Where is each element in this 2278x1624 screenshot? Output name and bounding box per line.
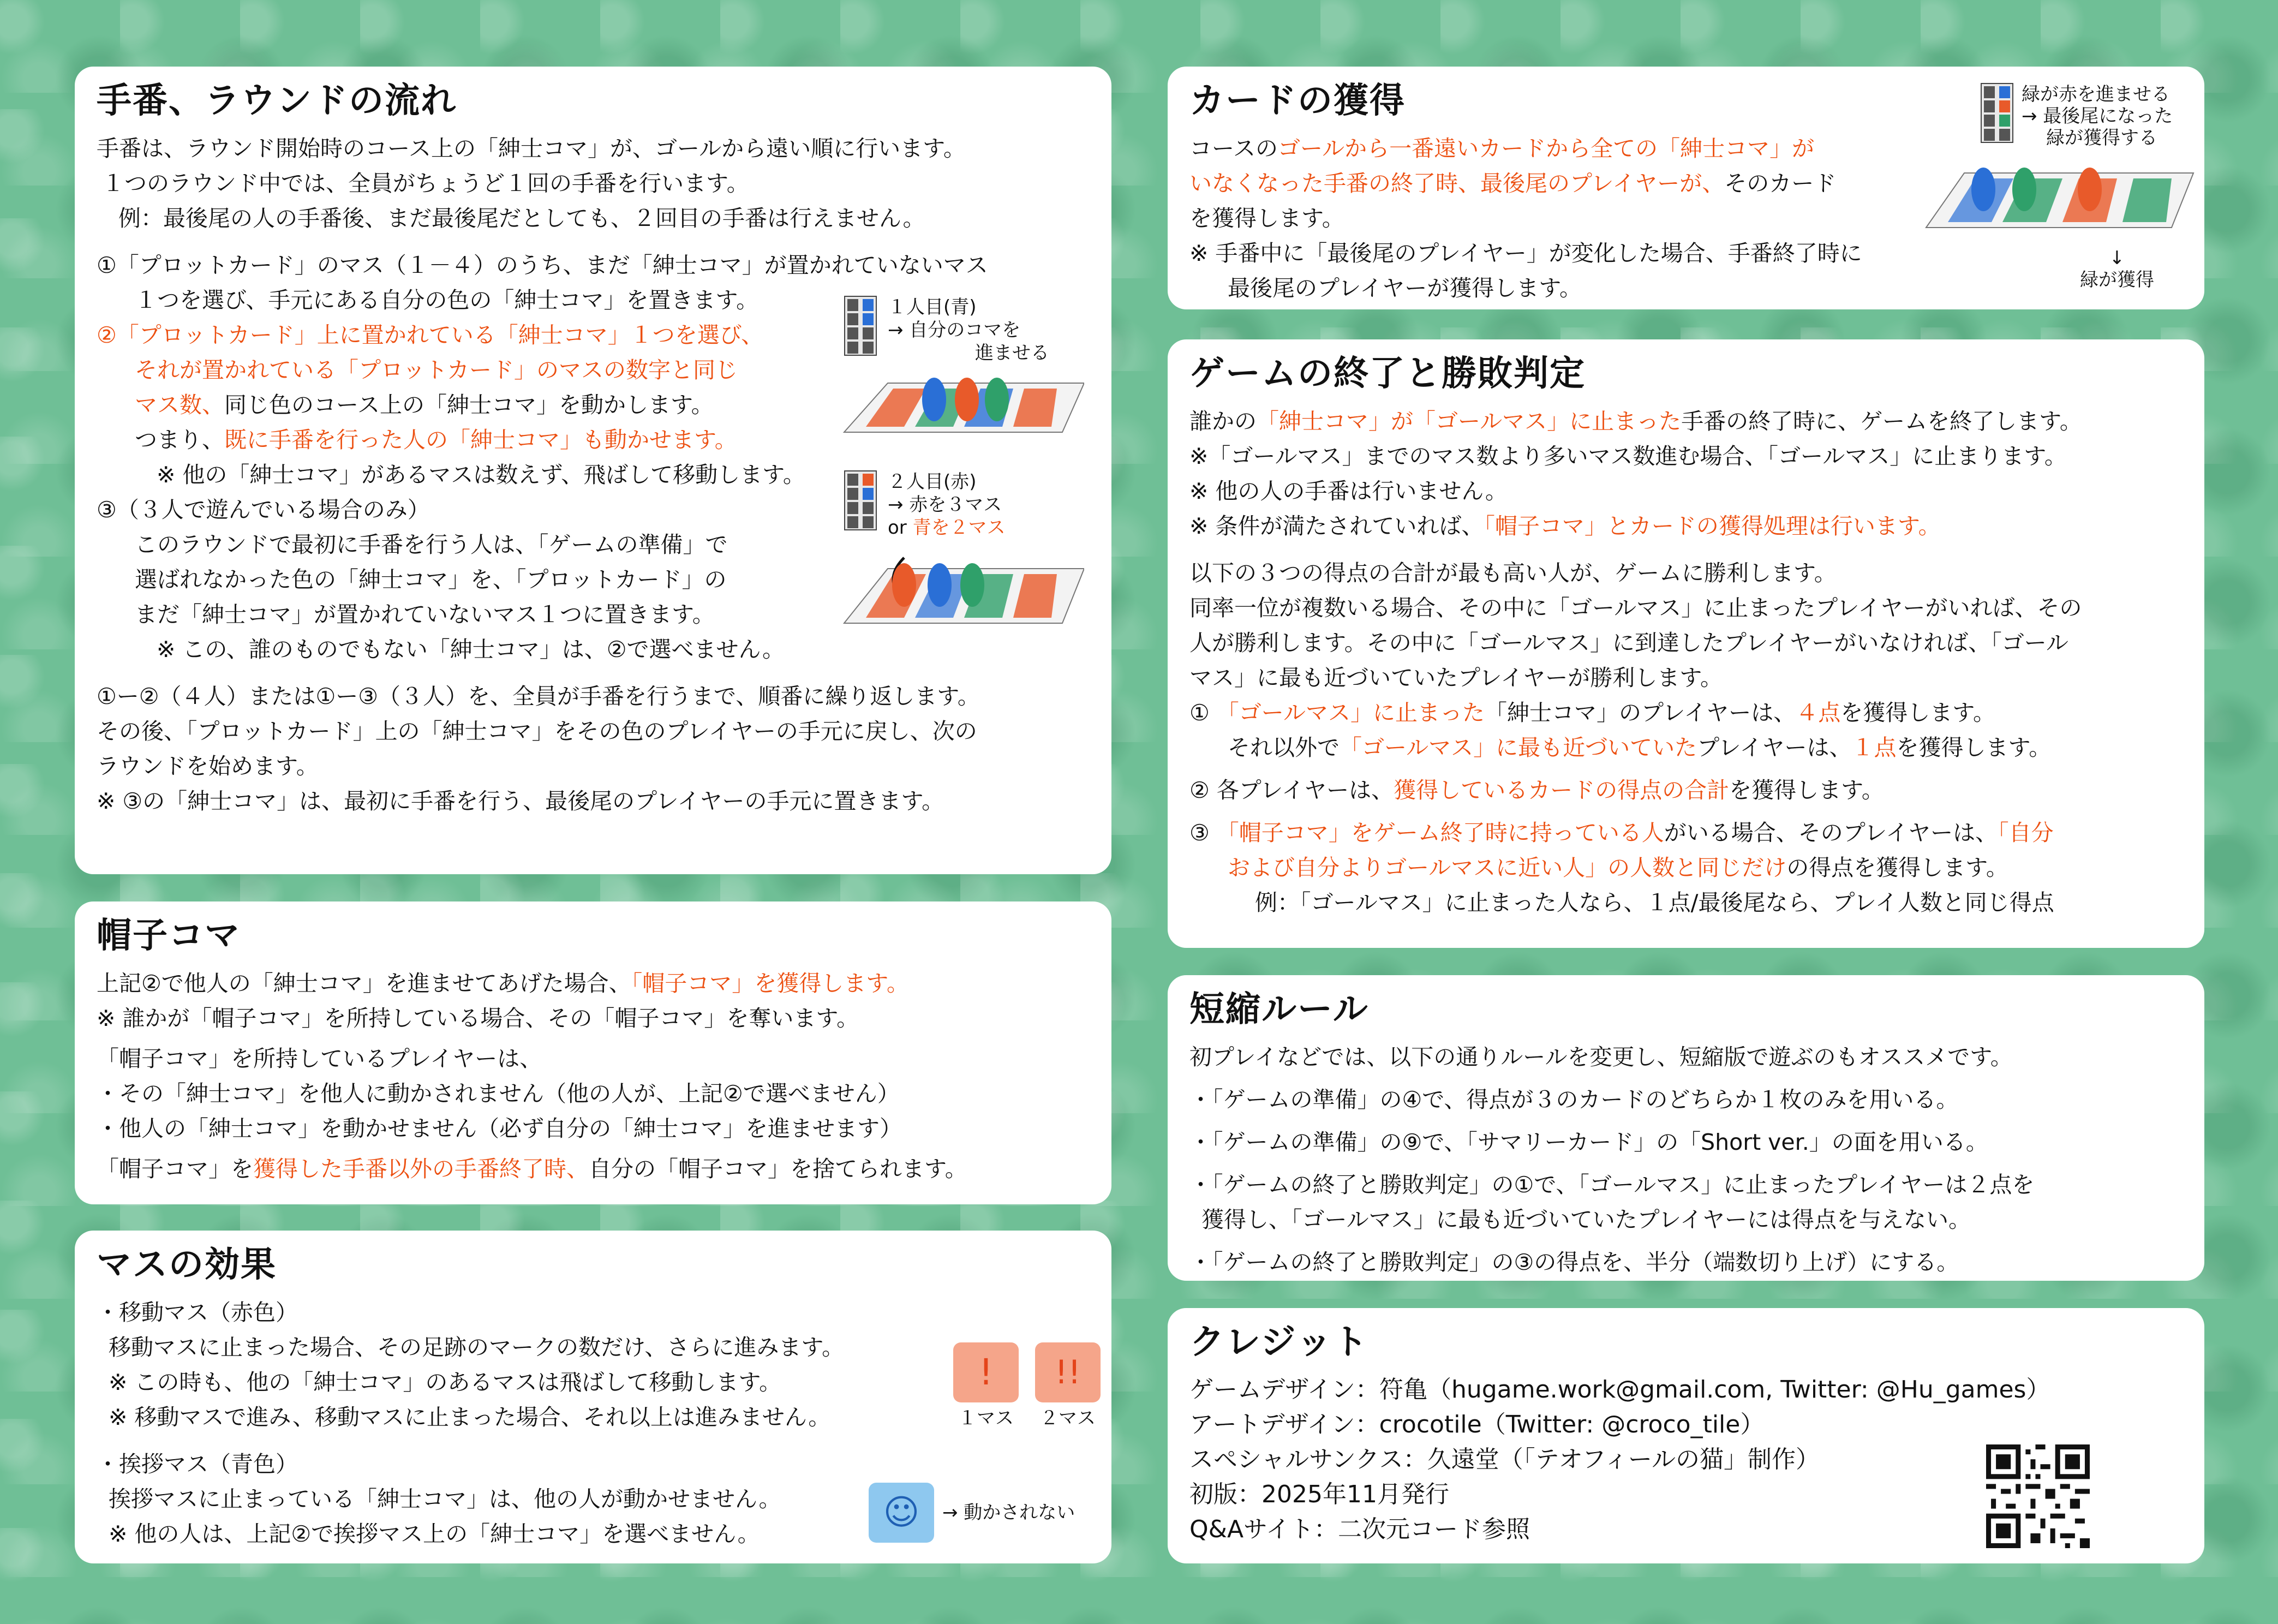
hat-title: 帽子コマ (97, 916, 241, 956)
end-rule2 (1189, 773, 2183, 808)
turn-intro-3: 例：最後尾の人の手番後、まだ最後尾だとしても、２回目の手番は行えません。 (118, 205, 925, 231)
effect-greet-2: ※ 他の人は、上記②で挨拶マス上の「紳士コマ」を選べません。 (109, 1521, 760, 1547)
turn-tail-2: その後、「プロットカード」上の「紳士コマ」をその色のプレイヤーの手元に戻し、次の (97, 718, 977, 744)
footprint-one-icon: ! (953, 1342, 1019, 1402)
panel-card-acquire (1168, 67, 2204, 309)
course-board-3 (1915, 151, 2199, 233)
turn-tail-1: ①ー②（４人）または①ー③（３人）を、全員が手番を行うまで、順番に繰り返します。 (97, 683, 980, 709)
footprint-two-label: ２マス (1040, 1407, 1096, 1429)
end-para-1: 以下の３つの得点の合計が最も高い人が、ゲームに勝利します。 (1189, 560, 1837, 586)
fig2-blue-option: 青を２マス (912, 517, 1006, 539)
short-title: 短縮ルール (1189, 989, 1369, 1030)
hat-line4: ・その「紳士コマ」を他人に動かされません（他の人が、上記②で選べません） (97, 1080, 900, 1107)
blue-piece-2 (928, 563, 952, 607)
card-title: カードの獲得 (1189, 81, 1406, 121)
card-line2-highlight: いなくなった手番の終了時、最後尾のプレイヤーが、 (1189, 170, 1725, 196)
end-rule2-b: を獲得します。 (1729, 777, 1884, 803)
turn-intro-1: 手番は、ラウンド開始時のコース上の「紳士コマ」が、ゴールから遠い順に行います。 (97, 135, 966, 162)
step2-line1: ②「プロットカード」上に置かれている「紳士コマ」１つを選び、 (97, 322, 764, 348)
green-piece-2 (960, 563, 984, 607)
end-rule2-hl: 獲得しているカードの得点の合計 (1394, 777, 1730, 803)
end-rule3-a: ③ (1189, 820, 1217, 846)
end-rule3-b: がいる場合、そのプレイヤーは、 (1664, 820, 1998, 846)
greet-figure (869, 1483, 1109, 1543)
credit-line3: スペシャルサンクス：久遠堂（「テオフィールの猫」制作） (1189, 1446, 1820, 1473)
card-fig-a: 緑が赤を進ませる (2022, 83, 2170, 105)
step1-line2: １つを選び、手元にある自分の色の「紳士コマ」を置きます。 (135, 287, 759, 313)
end-rule1-a: ① (1189, 700, 1217, 726)
end-line1-b: 手番の終了時に、ゲームを終了します。 (1681, 408, 2082, 434)
short-line2: ・「ゲームの準備」の④で、得点が３のカードのどちらか１枚のみを用いる。 (1189, 1086, 1959, 1113)
credit-line4: 初版：2025年11月発行 (1189, 1480, 1449, 1508)
end-line4 (1189, 509, 2183, 544)
hat-line1-highlight: 「帽子コマ」を獲得します。 (631, 970, 909, 996)
effect-move-title: ・移動マス（赤色） (97, 1299, 298, 1326)
short-line5: 獲得し、「ゴールマス」に最も近づいていたプレイヤーには得点を与えない。 (1201, 1207, 1971, 1233)
credit-line5: Q&Aサイト：二次元コード参照 (1189, 1515, 1530, 1543)
fig1-label-c: 進ませる (975, 342, 1049, 364)
card-line1-highlight: ゴールから一番遠いカードから全ての「紳士コマ」が (1277, 135, 1815, 162)
plot-card-icon (844, 296, 877, 356)
end-title: ゲームの終了と勝敗判定 (1189, 354, 1586, 394)
green-piece-3 (2012, 168, 2036, 211)
end-rule1 (1189, 695, 2183, 730)
step2-line4-text: つまり、 (135, 427, 224, 453)
course-board-1 (822, 367, 1084, 438)
effect-greet-title: ・挨拶マス（青色） (97, 1451, 298, 1477)
end-rule1b-b: プレイヤーは、 (1697, 735, 1852, 761)
step3-line4: まだ「紳士コマ」が置かれていないマス１つに置きます。 (135, 601, 715, 628)
card-fig-b: → 最後尾になった (2022, 105, 2173, 127)
hat-line1 (97, 966, 1090, 1001)
card-line5: 最後尾のプレイヤーが獲得します。 (1228, 275, 1582, 301)
card-line2-text: そのカード (1724, 170, 1837, 196)
panel-credits (1168, 1308, 2204, 1563)
turn-figure-2 (822, 470, 1084, 629)
red-piece-2 (892, 563, 916, 607)
credit-line1: ゲームデザイン：符亀（hugame.work@gmail.com, Twitter: @Hu_games） (1189, 1376, 2050, 1404)
short-line3: ・「ゲームの準備」の⑨で、「サマリーカード」の「Short ver.」の面を用いる。 (1189, 1129, 1988, 1155)
end-line1-highlight: 「紳士コマ」が「ゴールマス」に止まった (1257, 408, 1682, 434)
end-para-4: マス」に最も近づいていたプレイヤーが勝利します。 (1189, 665, 1723, 691)
fig1-label-a: １人目(青) (888, 296, 977, 318)
hat-line6-highlight: 獲得した手番以外の手番終了時、 (253, 1156, 589, 1182)
fig2-label-c (888, 516, 1006, 539)
hat-line5: ・他人の「紳士コマ」を動かせません（必ず自分の「紳士コマ」を進ませます） (97, 1115, 902, 1142)
end-rule1b-a: それ以外で (1228, 735, 1340, 761)
end-line4-a: ※ 条件が満たされていれば、 (1189, 513, 1484, 539)
card-line1-text: コースの (1189, 135, 1278, 162)
end-rule2-a: ② 各プレイヤーは、 (1189, 777, 1394, 803)
end-rule1-b: 「紳士コマ」のプレイヤーは、 (1484, 700, 1796, 726)
effect-move-3: ※ 移動マスで進み、移動マスに止まった場合、それ以上は進みません。 (109, 1404, 831, 1430)
end-rule1b (1189, 730, 2183, 765)
card-fig-e: 緑が獲得 (2080, 269, 2154, 291)
hat-line6-a: 「帽子コマ」を (97, 1156, 253, 1182)
footprint-icons (953, 1342, 1106, 1435)
end-line2: ※「ゴールマス」までのマス数より多いマス数進む場合、「ゴールマス」に止まります。 (1189, 443, 2067, 469)
effect-title: マスの効果 (97, 1245, 277, 1285)
turn-tail-3: ラウンドを始めます。 (97, 753, 319, 779)
fig1-label-b: → 自分のコマを (888, 319, 1021, 341)
end-rule3b-hl: および自分よりゴールマスに近い人」の人数と同じだけ (1228, 855, 1787, 881)
end-rule1-points: ４点 (1796, 700, 1841, 726)
end-rule3-hl: 「帽子コマ」をゲーム終了時に持っている人 (1216, 820, 1664, 846)
greet-arrow-label: → 動かされない (942, 1502, 1075, 1524)
end-line1-a: 誰かの (1189, 408, 1257, 434)
step2-note: ※ 他の「紳士コマ」があるマスは数えず、飛ばして移動します。 (157, 462, 805, 488)
end-rule1b-points: １点 (1851, 735, 1897, 761)
hat-line3: 「帽子コマ」を所持しているプレイヤーは、 (97, 1046, 542, 1072)
step3-note: ※ この、誰のものでもない「紳士コマ」は、②で選べません。 (157, 636, 785, 662)
qr-code-icon[interactable] (1986, 1444, 2090, 1548)
course-board-2 (822, 547, 1084, 629)
red-piece-3 (2078, 168, 2102, 211)
hat-line6 (97, 1151, 1090, 1186)
footprint-one-label: １マス (958, 1407, 1014, 1429)
end-line4-highlight: 「帽子コマ」とカードの獲得処理は行います。 (1484, 513, 1941, 539)
hat-line2: ※ 誰かが「帽子コマ」を所持している場合、その「帽子コマ」を奪います。 (97, 1005, 859, 1031)
step2-line3-text: 同じ色のコース上の「紳士コマ」を動かします。 (224, 392, 714, 418)
plot-card-icon-2 (844, 470, 877, 530)
end-para-2: 同率一位が複数いる場合、その中に「ゴールマス」に止まったプレイヤーがいれば、その (1189, 595, 2082, 621)
credit-title: クレジット (1189, 1322, 1369, 1363)
effect-greet-1: 挨拶マスに止まっている「紳士コマ」は、他の人が動かせません。 (109, 1486, 781, 1512)
plot-card-icon-3 (1981, 83, 2013, 143)
effect-move-1: 移動マスに止まった場合、その足跡のマークの数だけ、さらに進みます。 (109, 1334, 845, 1360)
end-para-3: 人が勝利します。その中に「ゴールマス」に到達したプレイヤーがいなければ、「ゴール (1189, 630, 2068, 656)
card-fig-d: ↓ (2109, 247, 2125, 269)
panel-hat (75, 901, 1111, 1204)
end-rule1-hl: 「ゴールマス」に止まった (1216, 700, 1485, 726)
card-fig-c: 緑が獲得する (2046, 127, 2157, 149)
red-piece (955, 378, 979, 421)
short-line6: ・「ゲームの終了と勝敗判定」の③の得点を、半分（端数切り上げ）にする。 (1189, 1249, 1959, 1275)
effect-move-2: ※ この時も、他の「紳士コマ」のあるマスは飛ばして移動します。 (109, 1369, 782, 1395)
end-rule3-example: 例：「ゴールマス」に止まった人なら、１点/最後尾なら、プレイ人数と同じ得点 (1255, 889, 2054, 916)
blue-piece (922, 378, 946, 421)
short-line4: ・「ゲームの終了と勝敗判定」の①で、「ゴールマス」に止まったプレイヤーは２点を (1189, 1172, 2035, 1198)
end-rule3 (1189, 815, 2183, 850)
card-line3: を獲得します。 (1189, 205, 1344, 231)
end-rule3b-b: の得点を獲得します。 (1786, 855, 2008, 881)
greeting-square-icon: ☺ (869, 1483, 934, 1543)
green-piece (985, 378, 1009, 421)
hat-line6-b: 自分の「帽子コマ」を捨てられます。 (589, 1156, 967, 1182)
fig2-label-a: ２人目(赤) (888, 471, 977, 493)
turn-figure-1 (822, 296, 1084, 438)
end-line3: ※ 他の人の手番は行いません。 (1189, 478, 1508, 504)
step2-line3-highlight: マス数、 (135, 392, 224, 418)
fig2-or: or (888, 517, 907, 539)
footprint-two-icon: !! (1035, 1342, 1101, 1402)
end-rule3-hl2: 「自分 (1998, 820, 2054, 846)
card-line4: ※ 手番中に「最後尾のプレイヤー」が変化した場合、手番終了時に (1189, 240, 1862, 266)
turn-title: 手番、ラウンドの流れ (97, 81, 457, 121)
step3-line1: ③（３人で遊んでいる場合のみ） (97, 497, 430, 523)
short-line1: 初プレイなどでは、以下の通りルールを変更し、短縮版で遊ぶのもオススメです。 (1189, 1044, 2013, 1070)
panel-turn-flow (75, 67, 1111, 874)
blue-piece-3 (1971, 168, 1995, 211)
step2-line2: それが置かれている「プロットカード」のマスの数字と同じ (135, 357, 738, 383)
end-rule3b (1189, 850, 2183, 885)
panel-game-end (1168, 339, 2204, 948)
step3-line2: このラウンドで最初に手番を行う人は、「ゲームの準備」で (135, 532, 728, 558)
hat-line1-text: 上記②で他人の「紳士コマ」を進ませてあげた場合、 (97, 970, 631, 996)
turn-intro-2: １つのラウンド中では、全員がちょうど１回の手番を行います。 (102, 170, 749, 196)
card-figure (1915, 83, 2199, 301)
step2-line4-highlight: 既に手番を行った人の「紳士コマ」も動かせます。 (224, 427, 737, 453)
turn-tail-4: ※ ③の「紳士コマ」は、最初に手番を行う、最後尾のプレイヤーの手元に置きます。 (97, 788, 944, 814)
credit-line2: アートデザイン：crocotile（Twitter: @croco_tile） (1189, 1411, 1765, 1438)
panel-short-rules (1168, 975, 2204, 1281)
end-line1 (1189, 404, 2183, 439)
step3-line3: 選ばれなかった色の「紳士コマ」を、「プロットカード」の (135, 566, 727, 593)
panel-square-effects (75, 1231, 1111, 1563)
fig2-label-b: → 赤を３マス (888, 494, 1002, 516)
end-rule1-c: を獲得します。 (1840, 700, 1996, 726)
step1-line1: ①「プロットカード」のマス（１－４）のうち、まだ「紳士コマ」が置かれていないマス (97, 252, 988, 278)
end-rule1b-c: を獲得します。 (1896, 735, 2052, 761)
end-rule1b-hl: 「ゴールマス」に最も近づいていた (1340, 735, 1697, 761)
